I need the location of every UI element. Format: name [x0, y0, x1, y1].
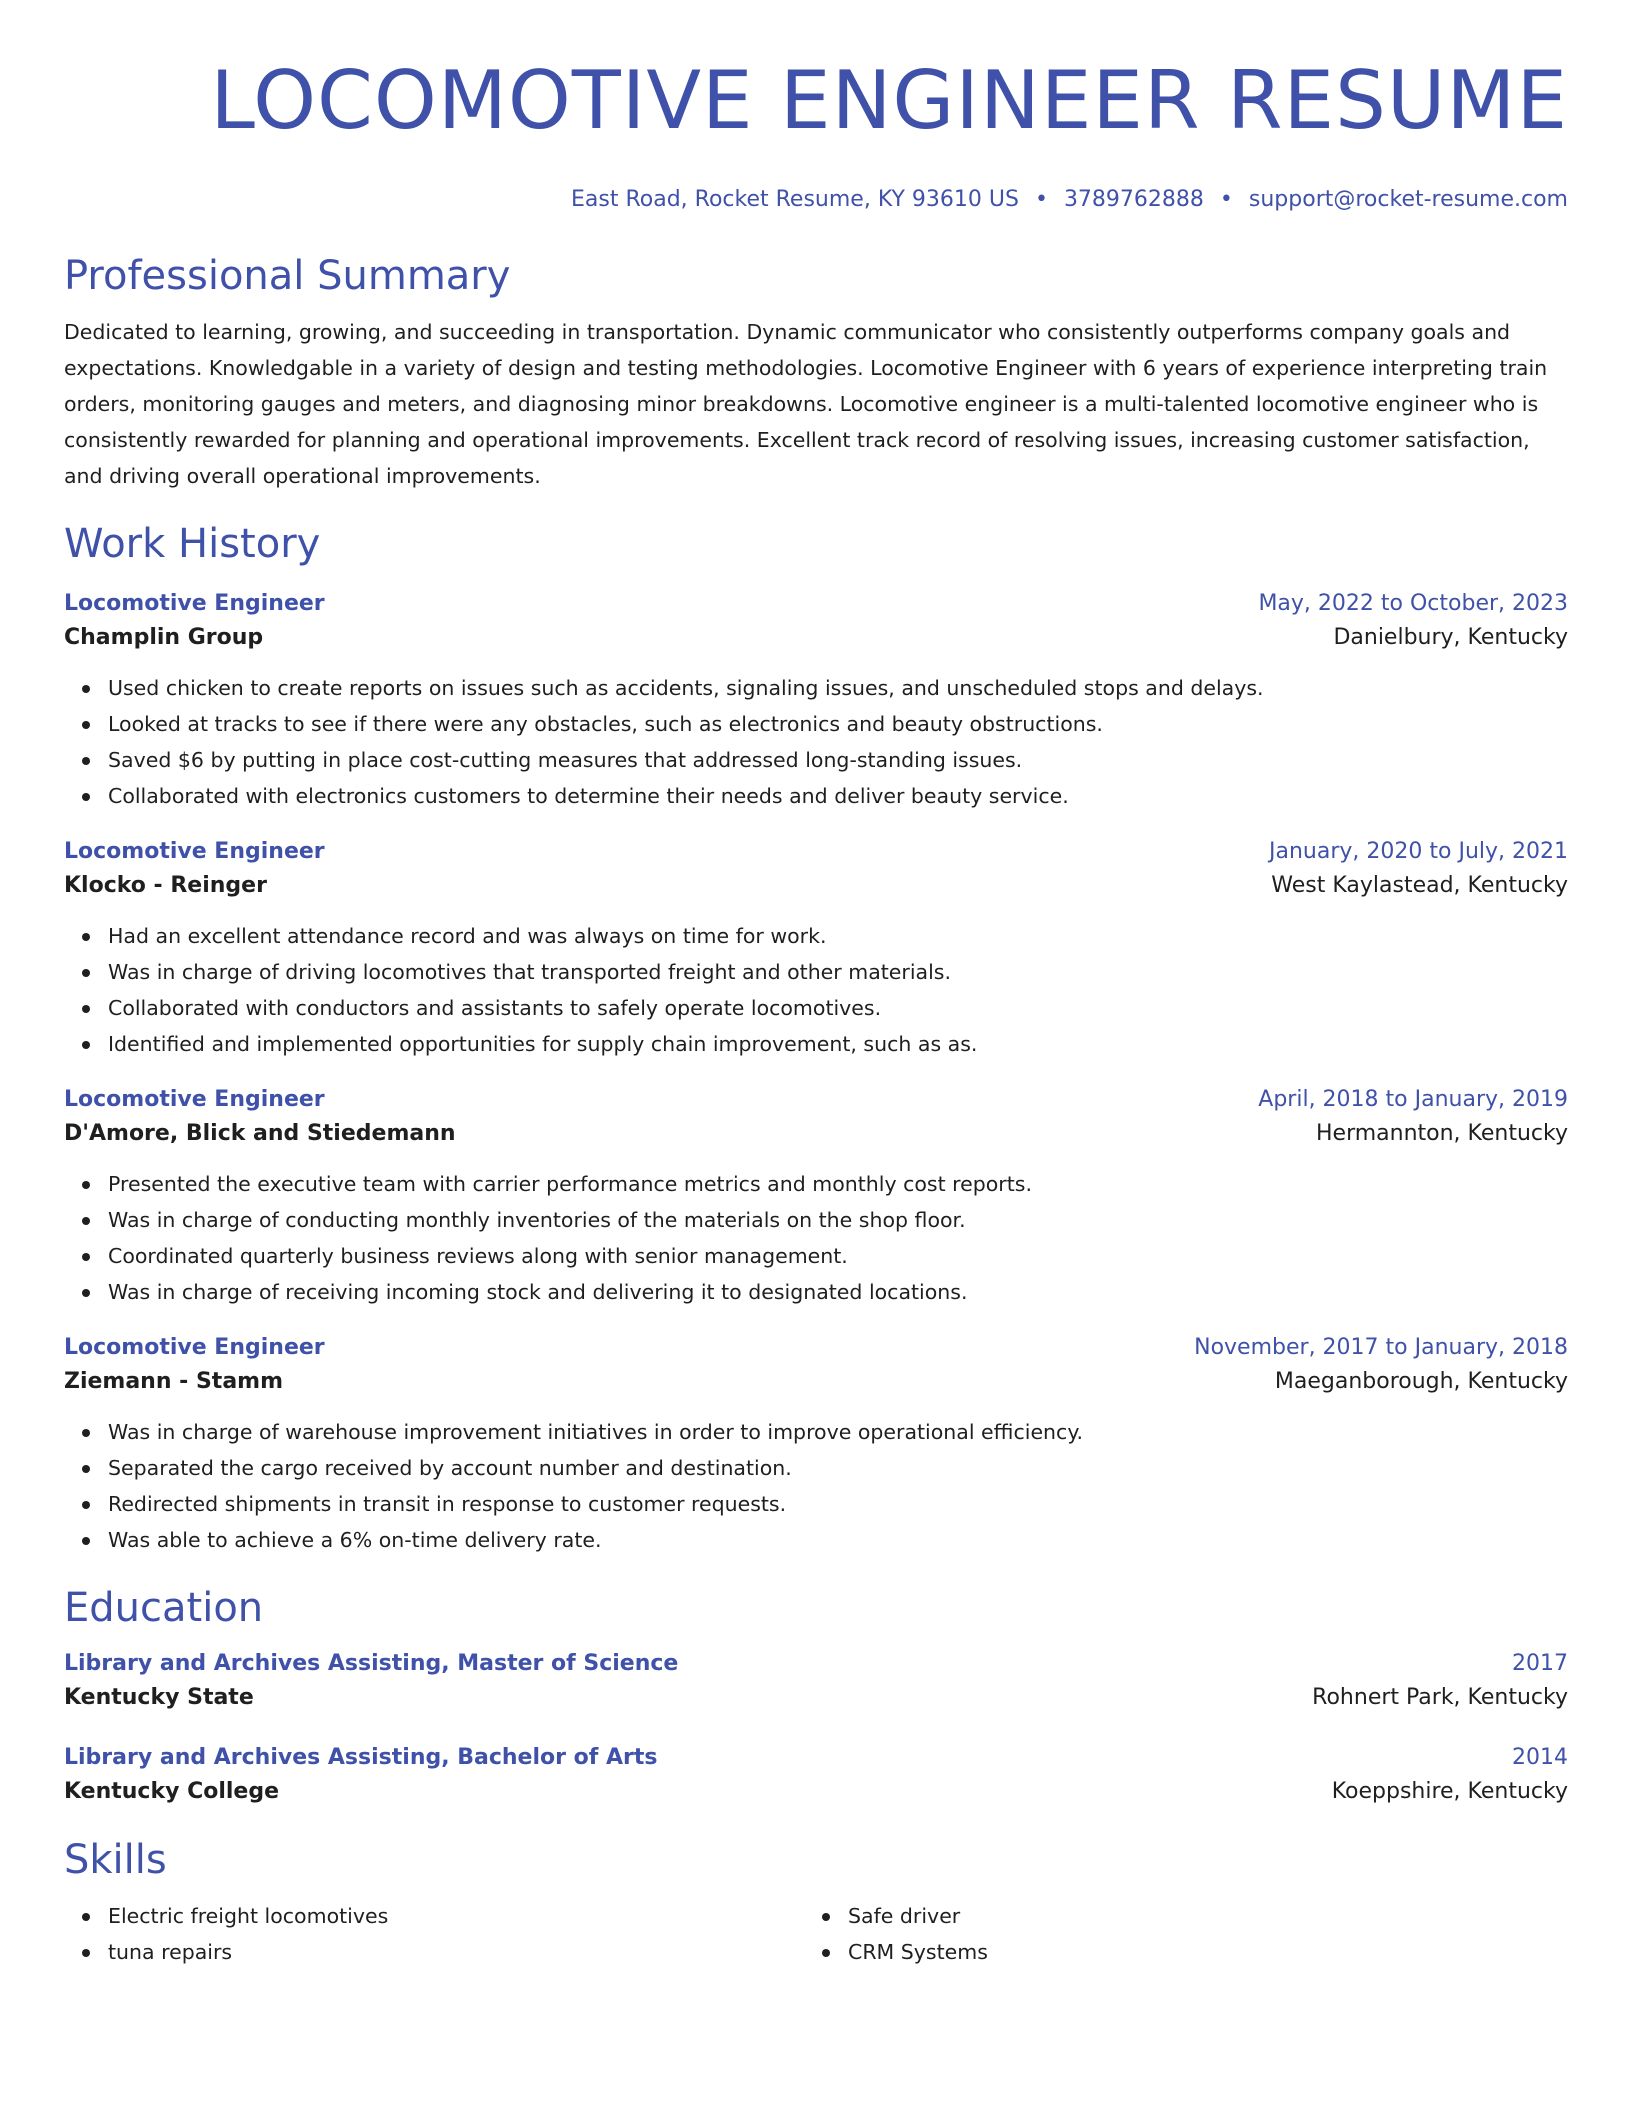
education-entry [64, 1648, 1568, 1716]
job-bullet: Collaborated with electronics customers to determine their needs and deliver beauty service. [108, 778, 1568, 814]
job-title: Locomotive Engineer [64, 839, 325, 864]
job-bullets [64, 670, 1568, 814]
education-year: 2017 [1512, 1651, 1568, 1676]
job-company: Klocko - Reinger [64, 873, 267, 898]
job-bullet: Was in charge of driving locomotives that transported freight and other materials. [108, 954, 1568, 990]
job-bullet: Collaborated with conductors and assistants to safely operate locomotives. [108, 990, 1568, 1026]
work-history-list [64, 588, 1568, 1558]
job-bullet: Separated the cargo received by account number and destination. [108, 1450, 1568, 1486]
job-header-row [64, 1332, 1568, 1364]
job-bullet: Used chicken to create reports on issues such as accidents, signaling issues, and unscheduled stops and delays. [108, 670, 1568, 706]
education-header-row [64, 1742, 1568, 1774]
job-location: Danielbury, Kentucky [1333, 625, 1568, 650]
job-location: Maeganborough, Kentucky [1274, 1369, 1568, 1394]
contact-line [64, 186, 1568, 214]
job-title: Locomotive Engineer [64, 1335, 325, 1360]
resume-title: LOCOMOTIVE ENGINEER RESUME [210, 54, 1568, 147]
skills-list [64, 1898, 804, 1970]
job-bullet: Saved $6 by putting in place cost-cutting measures that addressed long-standing issues. [108, 742, 1568, 778]
education-entry [64, 1742, 1568, 1810]
skills-column-left [64, 1898, 804, 1970]
education-location: Koeppshire, Kentucky [1331, 1779, 1568, 1804]
job-bullet: Was in charge of receiving incoming stock and delivering it to designated locations. [108, 1274, 1568, 1310]
job-company-row [64, 1364, 1568, 1400]
job-company: D'Amore, Blick and Stiedemann [64, 1121, 456, 1146]
job-location: West Kaylastead, Kentucky [1271, 873, 1568, 898]
job-company: Champlin Group [64, 625, 264, 650]
job-header-row [64, 588, 1568, 620]
job-bullet: Presented the executive team with carrier performance metrics and monthly cost reports. [108, 1166, 1568, 1202]
education-degree: Library and Archives Assisting, Bachelor of Arts [64, 1745, 658, 1770]
skill-item: tuna repairs [108, 1934, 804, 1970]
job-bullet: Was able to achieve a 6% on-time delivery rate. [108, 1522, 1568, 1558]
job-entry [64, 1332, 1568, 1558]
job-company-row [64, 620, 1568, 656]
contact-separator: • [1219, 187, 1233, 212]
education-school: Kentucky College [64, 1779, 280, 1804]
section-heading-summary: Professional Summary [64, 253, 511, 299]
contact-phone: 3789762888 [1063, 187, 1204, 212]
education-school-row [64, 1680, 1568, 1716]
contact-separator: • [1034, 187, 1048, 212]
skill-item: Safe driver [848, 1898, 1544, 1934]
job-bullets [64, 918, 1568, 1062]
job-entry [64, 588, 1568, 814]
skills-list [804, 1898, 1544, 1970]
education-school: Kentucky State [64, 1685, 254, 1710]
job-dates: April, 2018 to January, 2019 [1258, 1087, 1568, 1112]
job-bullets [64, 1414, 1568, 1558]
skills-column-right [804, 1898, 1544, 1970]
education-location: Rohnert Park, Kentucky [1312, 1685, 1568, 1710]
job-dates: May, 2022 to October, 2023 [1258, 591, 1568, 616]
skill-item: CRM Systems [848, 1934, 1544, 1970]
contact-email: support@rocket-resume.com [1248, 187, 1568, 212]
job-company: Ziemann - Stamm [64, 1369, 284, 1394]
education-year: 2014 [1512, 1745, 1568, 1770]
job-dates: November, 2017 to January, 2018 [1194, 1335, 1568, 1360]
job-company-row [64, 1116, 1568, 1152]
section-heading-work-history: Work History [64, 521, 321, 567]
job-header-row [64, 1084, 1568, 1116]
job-bullet: Was in charge of conducting monthly inventories of the materials on the shop floor. [108, 1202, 1568, 1238]
education-degree: Library and Archives Assisting, Master of Science [64, 1651, 679, 1676]
job-bullet: Redirected shipments in transit in response to customer requests. [108, 1486, 1568, 1522]
job-header-row [64, 836, 1568, 868]
section-heading-education: Education [64, 1585, 264, 1631]
job-title: Locomotive Engineer [64, 591, 325, 616]
skills-grid [64, 1898, 1568, 1970]
job-dates: January, 2020 to July, 2021 [1269, 839, 1568, 864]
job-entry [64, 1084, 1568, 1310]
education-header-row [64, 1648, 1568, 1680]
job-company-row [64, 868, 1568, 904]
section-heading-skills: Skills [64, 1837, 167, 1883]
job-bullet: Had an excellent attendance record and was always on time for work. [108, 918, 1568, 954]
job-entry [64, 836, 1568, 1062]
job-bullet: Coordinated quarterly business reviews along with senior management. [108, 1238, 1568, 1274]
skill-item: Electric freight locomotives [108, 1898, 804, 1934]
summary-paragraph: Dedicated to learning, growing, and succeeding in transportation. Dynamic communicator who consistently outperforms company goals and expectations. Knowledgable in a variety of design and testing methodologies. Locomotive Engineer with 6 years of experience interpreting train orders, monitoring gauges and meters, and diagnosing minor breakdowns. Locomotive engineer is a multi-talented locomotive engineer who is consistently rewarded for planning and operational improvements. Excellent track record of resolving issues, increasing customer satisfaction, and driving overall operational improvements. [64, 320, 1548, 488]
job-title: Locomotive Engineer [64, 1087, 325, 1112]
job-bullet: Identified and implemented opportunities for supply chain improvement, such as as. [108, 1026, 1568, 1062]
education-school-row [64, 1774, 1568, 1810]
job-location: Hermannton, Kentucky [1315, 1121, 1568, 1146]
job-bullet: Looked at tracks to see if there were any obstacles, such as electronics and beauty obstructions. [108, 706, 1568, 742]
job-bullets [64, 1166, 1568, 1310]
job-bullet: Was in charge of warehouse improvement initiatives in order to improve operational efficiency. [108, 1414, 1568, 1450]
contact-address: East Road, Rocket Resume, KY 93610 US [571, 187, 1019, 212]
